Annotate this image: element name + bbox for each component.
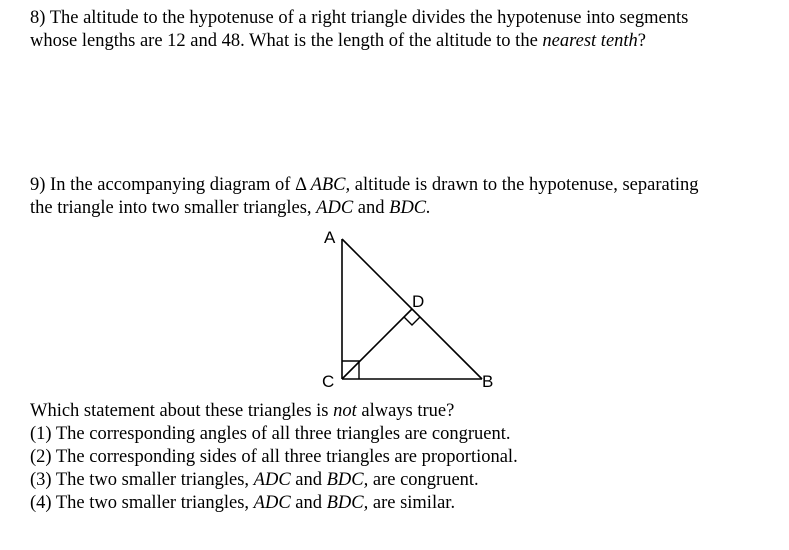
- question-9-prompt-and-options: [30, 400, 775, 515]
- question-8: [30, 7, 775, 53]
- q8-line-1: 8) The altitude to the hypotenuse of a right triangle divides the hypotenuse into segments: [30, 8, 689, 28]
- q9-line-2: [30, 197, 775, 220]
- q9-triangle-bdc: BDC.: [389, 198, 431, 218]
- option-3: [30, 469, 775, 492]
- triangle-diagram: [310, 224, 510, 399]
- option-1: (1) The corresponding angles of all three triangles are congruent.: [30, 424, 511, 444]
- option-3-bdc: BDC,: [326, 470, 369, 490]
- option-3-and: and: [290, 470, 327, 490]
- q9-triangle-adc: ADC: [316, 198, 354, 218]
- option-3-start: (3) The two smaller triangles,: [30, 470, 254, 490]
- option-2: (2) The corresponding sides of all three triangles are proportional.: [30, 447, 518, 467]
- label-d: D: [412, 292, 425, 311]
- option-3-end: are congruent.: [368, 470, 479, 490]
- label-a: A: [324, 228, 336, 247]
- question-9: [30, 174, 775, 220]
- q9-prompt-not: not: [333, 401, 357, 421]
- q9-line-1-start: 9) In the accompanying diagram of Δ: [30, 175, 311, 195]
- altitude-cd: [342, 309, 412, 379]
- q9-line-1: [30, 174, 775, 197]
- right-angle-mark-d: [404, 317, 420, 325]
- q9-prompt-start: Which statement about these triangles is: [30, 401, 334, 421]
- q8-nearest-tenth: nearest tenth: [542, 31, 638, 51]
- option-4-bdc: BDC,: [326, 493, 369, 513]
- label-b: B: [482, 372, 494, 391]
- q8-line-2-text: whose lengths are 12 and 48. What is the length of the altitude to the: [30, 31, 543, 51]
- q9-prompt-end: always true?: [356, 401, 455, 421]
- q9-line-2-start: the triangle into two smaller triangles,: [30, 198, 317, 218]
- q9-line-2-and: and: [353, 198, 390, 218]
- q8-line-2: [30, 30, 775, 53]
- option-4-and: and: [290, 493, 327, 513]
- option-4-start: (4) The two smaller triangles,: [30, 493, 254, 513]
- option-4: [30, 492, 775, 515]
- option-4-end: are similar.: [368, 493, 456, 513]
- option-3-adc: ADC: [253, 470, 291, 490]
- option-4-adc: ADC: [253, 493, 291, 513]
- q9-line-1-end: altitude is drawn to the hypotenuse, separating: [350, 175, 699, 195]
- q9-triangle-abc: ABC,: [310, 175, 351, 195]
- q9-prompt: [30, 400, 775, 423]
- q8-line-2-end: ?: [637, 31, 647, 51]
- label-c: C: [322, 372, 335, 391]
